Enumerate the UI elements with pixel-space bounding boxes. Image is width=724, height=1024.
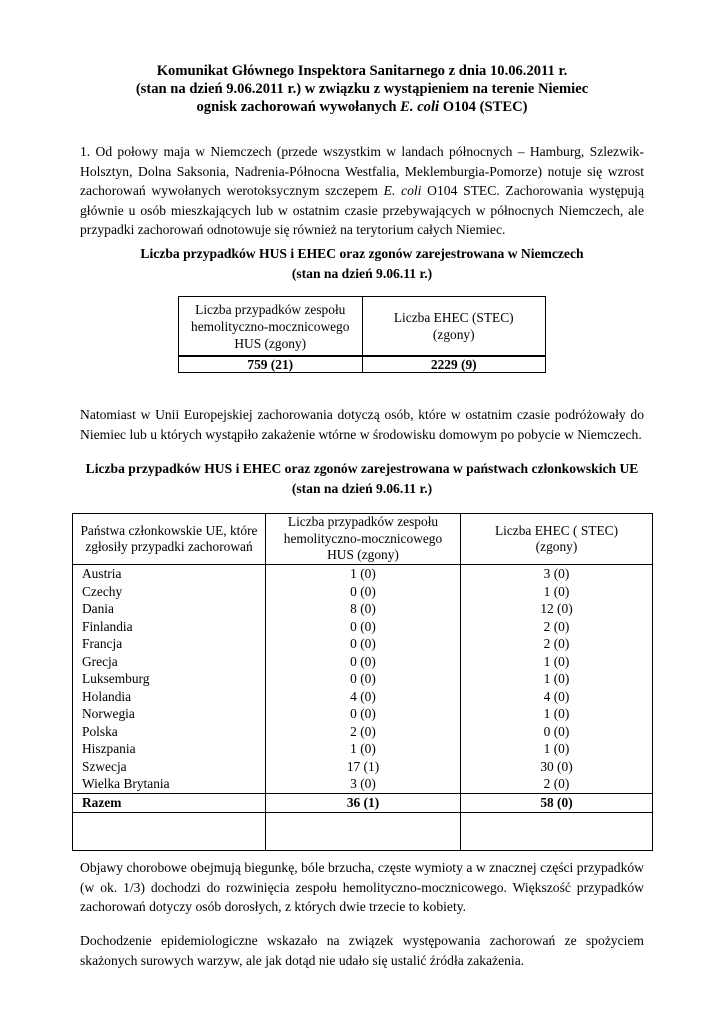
hus-cell: 1 (0) — [266, 565, 461, 583]
table-row — [73, 565, 653, 583]
hus-cell: 0 (0) — [266, 705, 461, 723]
hus-cell: 0 (0) — [266, 635, 461, 653]
paragraph-line: skażonych surowych warzyw, ale jak dotąd nie udało się ustalić źródła zakażenia. — [80, 952, 525, 968]
country-cell: Francja — [73, 635, 266, 653]
ehec-cell: 2 (0) — [461, 635, 653, 653]
country-cell: Szwecja — [73, 758, 266, 776]
paragraph-line: zachorowań dotyczy osób dorosłych, z których dwie trzecie to kobiety. — [80, 899, 467, 914]
hus-cell: 1 (0) — [266, 740, 461, 758]
ehec-cell: 1 (0) — [461, 670, 653, 688]
table-row — [73, 775, 653, 793]
country-cell: Hiszpania — [73, 740, 266, 758]
country-cell: Finlandia — [73, 618, 266, 636]
hus-cell: 3 (0) — [266, 775, 461, 793]
paragraph-4 — [80, 931, 644, 970]
hus-cell: 4 (0) — [266, 688, 461, 706]
country-cell: Holandia — [73, 688, 266, 706]
paragraph-line: Objawy chorobowe obejmują biegunkę, bóle brzucha, częste wymioty a w znacznej części przypadków — [80, 860, 644, 875]
table-header-hus: Liczba przypadków zespołu hemolityczno-mocznicowego HUS (zgony) — [179, 297, 363, 357]
title-line-3: ognisk zachorowań wywołanych E. coli O104 (STEC) — [196, 99, 528, 115]
table-row — [73, 723, 653, 741]
paragraph-line: Natomiast w Unii Europejskiej zachorowania dotyczą osób, które w ostatnim czasie podróżowały do — [80, 407, 644, 422]
country-cell: Dania — [73, 600, 266, 618]
table-empty-row — [73, 812, 653, 850]
table-row — [73, 618, 653, 636]
paragraph-line: (w ok. 1/3) dochodzi do rozwinięcia zespołu hemolityczno-mocznicowego. Większość przypadków — [80, 879, 644, 895]
country-cell: Czechy — [73, 583, 266, 601]
table-header-hus: Liczba przypadków zespołu hemolityczno-mocznicowego HUS (zgony) — [266, 514, 461, 565]
total-ehec: 58 (0) — [461, 793, 653, 812]
country-cell: Wielka Brytania — [73, 775, 266, 793]
ehec-cell: 2 (0) — [461, 618, 653, 636]
country-cell: Norwegia — [73, 705, 266, 723]
ehec-cell: 12 (0) — [461, 600, 653, 618]
ehec-cell: 0 (0) — [461, 723, 653, 741]
eu-cases-table — [72, 513, 653, 851]
hus-cell: 0 (0) — [266, 653, 461, 671]
paragraph-line: przypadki zachorowań odnotowuje się również na terytorium całych Niemiec. — [80, 222, 506, 237]
ehec-cell: 3 (0) — [461, 565, 653, 583]
total-hus: 36 (1) — [266, 793, 461, 812]
table-row — [73, 688, 653, 706]
table-row — [73, 635, 653, 653]
hus-cell: 2 (0) — [266, 723, 461, 741]
germany-ehec-value: 2229 (9) — [362, 356, 546, 373]
paragraph-line: Niemiec lub u których wystąpiło zakażenie wtórne w środowisku domowym po pobycie w Niemczech. — [80, 426, 642, 442]
table-header-country: Państwa członkowskie UE, które zgłosiły przypadki zachorowań — [73, 514, 266, 565]
ehec-cell: 30 (0) — [461, 758, 653, 776]
ehec-cell: 1 (0) — [461, 705, 653, 723]
table-row — [73, 670, 653, 688]
ehec-cell: 2 (0) — [461, 775, 653, 793]
paragraph-line: Holsztyn, Dolna Saksonia, Nadrenia-Północna Westfalia, Meklemburgia-Pomorze) notuje się wzrost — [80, 163, 644, 179]
paragraph-2 — [80, 405, 644, 444]
table-header-ehec: Liczba EHEC ( STEC) (zgony) — [461, 514, 653, 565]
table-header-ehec: Liczba EHEC (STEC) (zgony) — [362, 297, 546, 357]
hus-cell: 17 (1) — [266, 758, 461, 776]
hus-cell: 0 (0) — [266, 618, 461, 636]
table-header-row — [73, 514, 653, 565]
hus-cell: 0 (0) — [266, 583, 461, 601]
title-line-2: (stan na dzień 9.06.2011 r.) w związku z wystąpieniem na terenie Niemiec — [135, 81, 589, 97]
country-cell: Grecja — [73, 653, 266, 671]
table-row — [73, 600, 653, 618]
paragraph-3 — [80, 858, 644, 917]
ehec-cell: 4 (0) — [461, 688, 653, 706]
title-line-1: Komunikat Głównego Inspektora Sanitarnego z dnia 10.06.2011 r. — [156, 63, 568, 79]
paragraph-line: 1. Od połowy maja w Niemczech (przede wszystkim w landach północnych – Hamburg, Szlezwik- — [80, 144, 644, 159]
germany-hus-value: 759 (21) — [179, 356, 363, 373]
hus-cell: 8 (0) — [266, 600, 461, 618]
paragraph-1 — [80, 142, 644, 240]
paragraph-line: głównie u osób mieszkających lub w ostatnim czasie przebywających w północnych Niemczech, ale — [80, 202, 644, 218]
hus-cell: 0 (0) — [266, 670, 461, 688]
table-total-row — [73, 793, 653, 812]
germany-cases-table — [178, 296, 546, 373]
paragraph-line: zachorowań wywołanych werotoksycznym szczepem E. coli O104 STEC. Zachorowania występują — [80, 183, 644, 198]
table-row — [73, 583, 653, 601]
table-row — [73, 758, 653, 776]
table-1-caption: Liczba przypadków HUS i EHEC oraz zgonów zarejestrowana w Niemczech (stan na dzień 9.06.11 r.) — [140, 246, 584, 281]
page-title — [60, 62, 664, 116]
ehec-cell: 1 (0) — [461, 653, 653, 671]
table-row — [73, 653, 653, 671]
total-label: Razem — [73, 793, 266, 812]
table-row — [73, 740, 653, 758]
ehec-cell: 1 (0) — [461, 583, 653, 601]
table-row — [73, 705, 653, 723]
country-cell: Polska — [73, 723, 266, 741]
table-2-caption: Liczba przypadków HUS i EHEC oraz zgonów zarejestrowana w państwach członkowskich UE (stan na dzień 9.06.11 r.) — [85, 461, 639, 496]
paragraph-line: Dochodzenie epidemiologiczne wskazało na związek występowania zachorowań ze spożyciem — [80, 933, 644, 948]
country-cell: Luksemburg — [73, 670, 266, 688]
country-cell: Austria — [73, 565, 266, 583]
ehec-cell: 1 (0) — [461, 740, 653, 758]
